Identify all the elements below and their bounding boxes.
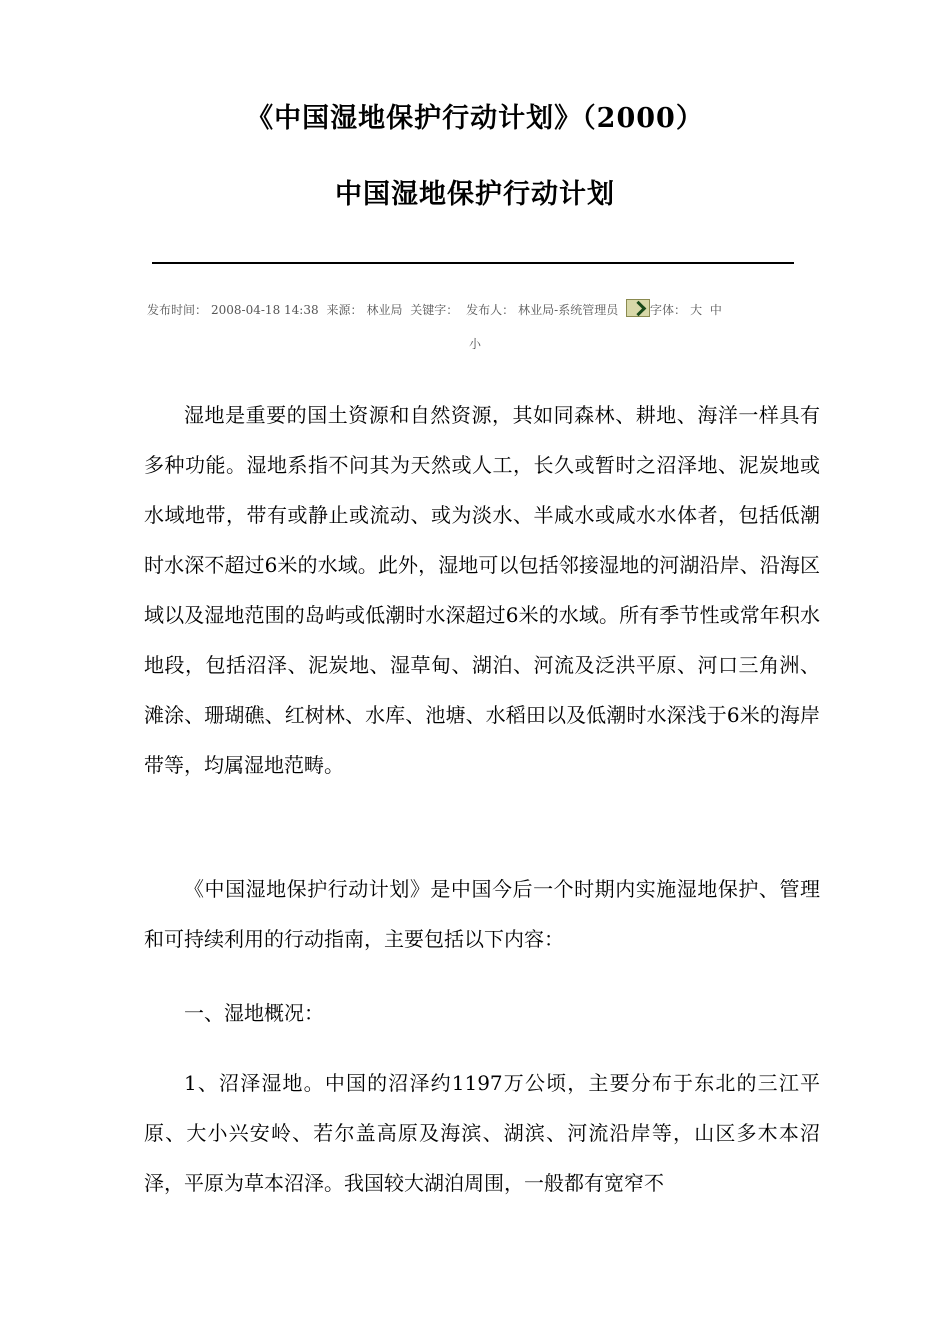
font-label: 字体： [650, 303, 687, 317]
paragraph-1: 湿地是重要的国土资源和自然资源，其如同森林、耕地、海洋一样具有多种功能。湿地系指不问其为天然或人工，长久或暂时之沼泽地、泥炭地或水域地带，带有或静止或流动、或为淡水、半咸水或咸水水体者，包括低潮时水深不超过6米的水域。此外，湿地可以包括邻接湿地的河湖沿岸、沿海区域以及湿地范围的岛屿或低潮时水深超过6米的水域。所有季节性或常年积水地段，包括沼泽、泥炭地、湿草甸、湖泊、河流及泛洪平原、河口三角洲、滩涂、珊瑚礁、红树林、水库、池塘、水稻田以及低潮时水深浅于6米的海岸带等，均属湿地范畴。 [144, 403, 820, 777]
document-subtitle: 中国湿地保护行动计划 [335, 179, 615, 210]
section-heading: 一、湿地概况： [184, 1001, 324, 1025]
document-title: 《中国湿地保护行动计划》（2000） [246, 103, 704, 134]
font-medium-link[interactable]: 中 [709, 303, 722, 317]
publisher-label: 发布人： [466, 303, 515, 317]
font-large-link[interactable]: 大 [690, 303, 703, 317]
publish-time: 2008-04-18 14:38 [211, 303, 319, 317]
source-value: 林业局 [366, 303, 403, 317]
font-small-link[interactable]: 小 [468, 337, 481, 351]
source-label: 来源： [326, 303, 363, 317]
publish-time-label: 发布时间： [147, 303, 208, 317]
article-meta [147, 299, 817, 319]
paragraph-2: 《中国湿地保护行动计划》是中国今后一个时期内实施湿地保护、管理和可持续利用的行动指南，主要包括以下内容： [144, 877, 820, 951]
publisher-value: 林业局-系统管理员 [518, 303, 619, 317]
font-size-icon[interactable] [626, 299, 650, 317]
title-divider [152, 262, 794, 264]
keywords-label: 关键字： [410, 303, 459, 317]
paragraph-3: 1、沼泽湿地。中国的沼泽约1197万公顷，主要分布于东北的三江平原、大小兴安岭、若尔盖高原及海滨、湖滨、河流沿岸等，山区多木本沼泽，平原为草本沼泽。我国较大湖泊周围，一般都有宽窄不 [144, 1071, 820, 1195]
